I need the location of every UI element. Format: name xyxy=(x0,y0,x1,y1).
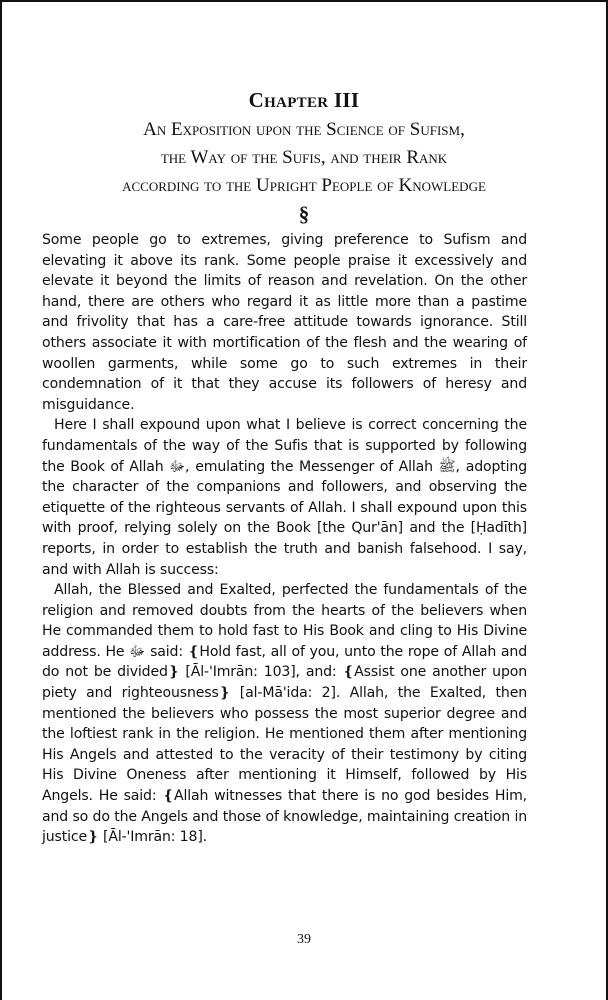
chapter-subtitle-line-3: according to the Upright People of Knowledge xyxy=(122,175,486,196)
chapter-subtitle-line-1: An Exposition upon the Science of Sufism, xyxy=(143,119,465,140)
chapter-title: Chapter III xyxy=(248,88,360,112)
paragraph-3: Allah, the Blessed and Exalted, perfected the fundamentals of the religion and removed doubts from the hearts of the believers when He commanded them to hold fast to His Book and cling to His Divine address. He ﷻ said: ❴Hold fast, all of you, unto the rope of Allah and do not be divided❵ [Āl-'Imrān: 103], and: ❴Assist one another upon piety and righteousness❵ [al-Mā'ida: 2]. Allah, the Exalted, then mentioned the believers who possess the most superior degree and the loftiest rank in the religion. He mentioned them after mentioning His Angels and attested to the veracity of their testimony by citing His Divine Oneness after mentioning it Himself, followed by His Angels. He said: ❴Allah witnesses that there is no god besides Him, and so do the Angels and those of knowledge, maintaining creation in justice❵ [Āl-'Imrān: 18]. xyxy=(42,582,527,846)
paragraph-2: Here I shall expound upon what I believe is correct concerning the fundamentals of the way of the Sufis that is supported by following the Book of Allah ﷻ, emulating the Messenger of Allah ﷺ, adopting the character of the companions and followers, and observing the etiquette of the righteous servants of Allah. I shall expound upon this with proof, relying solely on the Book [the Qur'ān] and the [Ḥadīth] reports, in order to establish the truth and banish falsehood. I say, and with Allah is success: xyxy=(42,417,528,578)
body-text xyxy=(42,230,527,848)
paragraph-1: Some people go to extremes, giving preference to Sufism and elevating it above its rank. Some people praise it excessively and elevate it beyond the limits of reason and revelation. On the other hand, there are others who regard it as little more than a pastime and frivolity that has a care-free attitude towards ignorance. Still others associate it with mortification of the flesh and the wearing of woollen garments, while some go to such extremes in their condemnation of it that they accuse its followers of heresy and misguidance. xyxy=(42,232,527,413)
chapter-subtitle-line-2: the Way of the Sufis, and their Rank xyxy=(160,147,448,168)
section-mark: § xyxy=(298,202,310,226)
page-number: 39 xyxy=(297,932,311,947)
